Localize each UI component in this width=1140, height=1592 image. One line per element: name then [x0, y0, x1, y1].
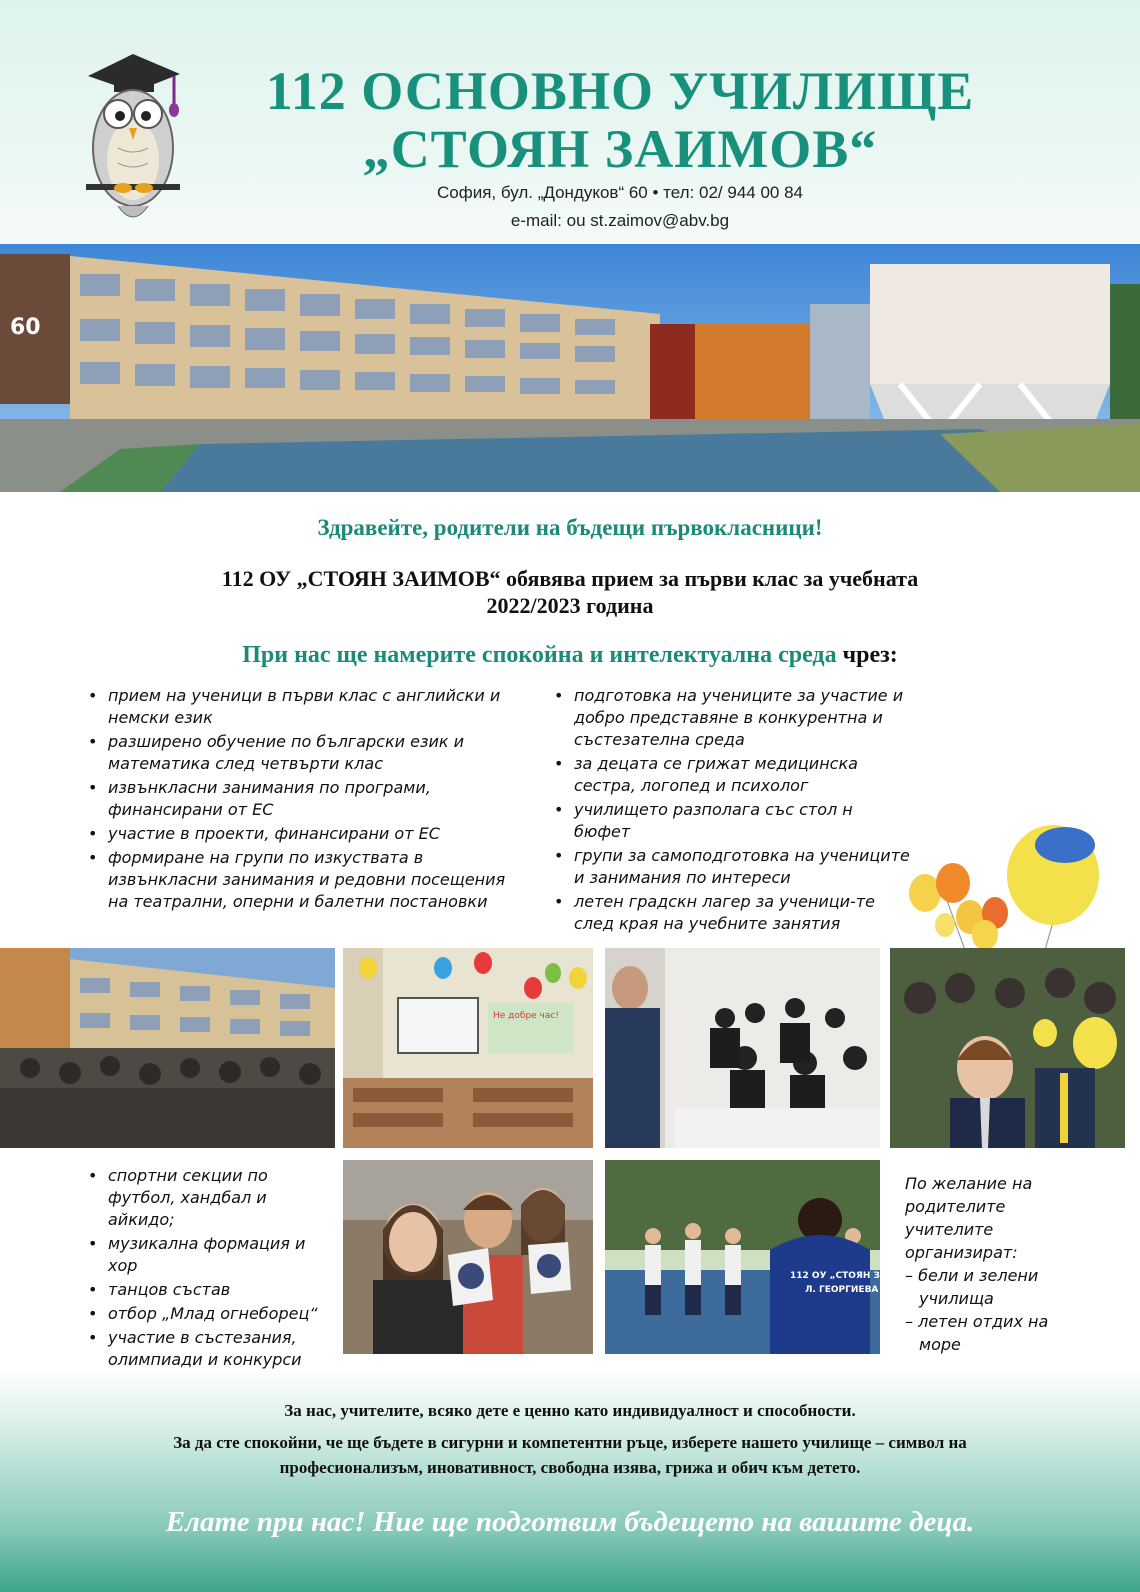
students-lesson-photo: [605, 948, 880, 1148]
list-item: • извънкласни занимания по програми, финансирани от ЕС: [86, 777, 526, 821]
note-line: море: [919, 1335, 961, 1354]
kids-with-badges-photo: [343, 1160, 593, 1354]
list-item: • участие в проекти, финансирани от ЕС: [86, 823, 526, 845]
classroom-photo: [343, 948, 593, 1148]
list-item: • участие в състезания, олимпиади и конкурси: [86, 1327, 336, 1371]
list-item: • групи за самоподготовка на учениците и занимания по интереси: [552, 845, 912, 889]
environment-heading: [0, 642, 1140, 669]
list-item: • спортни секции по футбол, хандбал и айкидо;: [86, 1165, 336, 1231]
greeting-heading: Здравейте, родители на бъдещи първокласници!: [317, 515, 823, 540]
note-line: родителите: [905, 1197, 1006, 1216]
note-line: – летен отдих на: [905, 1312, 1049, 1331]
email-line: e-mail: ou st.zaimov@abv.bg: [510, 211, 730, 230]
list-item: • за децата се грижат медицинска сестра, логопед и психолог: [552, 753, 912, 797]
announcement-line2: 2022/2023 година: [486, 593, 654, 618]
footer-line2: За да сте спокойни, че ще бъдете в сигурни и компетентни ръце, изберете нашето училище – символ на: [173, 1433, 967, 1452]
slogan: Елате при нас! Ние ще подготвим бъдещето на вашите деца.: [165, 1506, 975, 1538]
announcement-line1: 112 ОУ „СТОЯН ЗАИМОВ“ обявява прием за първи клас за учебната: [221, 566, 919, 591]
activities-list: [86, 1165, 336, 1373]
announcement: [60, 565, 1080, 619]
school-building-photo: [0, 244, 1140, 492]
features-left-list: [86, 685, 526, 915]
list-item: • формиране на групи по изкуствата в извънкласни занимания и редовни посещения на театрални, оперни и балетни постановки: [86, 847, 526, 913]
jacket-text-1: 112 ОУ „СТОЯН ЗАИМОВ“: [790, 1271, 924, 1281]
jacket-text-2: Л. ГЕОРГИЕВА: [805, 1285, 879, 1295]
features-right-list: [552, 685, 912, 937]
list-item: • училището разполага със стол н бюфет: [552, 799, 912, 843]
school-title-line2: „СТОЯН ЗАИМОВ“: [362, 119, 878, 179]
environment-heading-teal: При нас ще намерите спокойна и интелектуална среда: [242, 642, 837, 668]
footer-line3: професионализъм, иновативност, свободна изява, грижа и обич към детето.: [279, 1458, 861, 1477]
school-title: [220, 62, 1020, 178]
list-item: • музикална формация и хор: [86, 1233, 336, 1277]
classroom-banner-text: Не добре час!: [493, 1011, 559, 1021]
note-line: По желание на: [905, 1174, 1033, 1193]
note-line: организират:: [905, 1243, 1018, 1262]
balloons-illustration: [905, 825, 1105, 950]
svg-text:60: 60: [10, 315, 41, 340]
list-item: • разширено обучение по български език и математика след четвърти клас: [86, 731, 526, 775]
list-item: • отбор „Млад огнеборец“: [86, 1303, 336, 1325]
footer-line1: За нас, учителите, всяко дете е ценно като индивидуалност и способности.: [284, 1401, 856, 1420]
address-line: София, бул. „Дондуков“ 60 • тел: 02/ 944 00 84: [437, 183, 803, 202]
parents-note: [905, 1172, 1105, 1356]
list-item: • подготовка на учениците за участие и добро представяне в конкурентна и състезателна среда: [552, 685, 912, 751]
note-line: учителите: [905, 1220, 994, 1239]
first-grader-photo: [890, 948, 1125, 1148]
sports-class-photo: [605, 1160, 924, 1354]
schoolyard-crowd-photo: [0, 948, 335, 1148]
owl-logo-icon: [78, 48, 188, 233]
environment-heading-black: чрез:: [836, 642, 898, 668]
school-title-line1: 112 ОСНОВНО УЧИЛИЩЕ: [265, 61, 975, 121]
list-item: • прием на ученици в първи клас с английски и немски език: [86, 685, 526, 729]
list-item: • летен градскн лагер за ученици-те след края на учебните занятия: [552, 891, 912, 935]
note-line: училища: [919, 1289, 994, 1308]
note-line: – бели и зелени: [905, 1266, 1039, 1285]
list-item: • танцов състав: [86, 1279, 336, 1301]
